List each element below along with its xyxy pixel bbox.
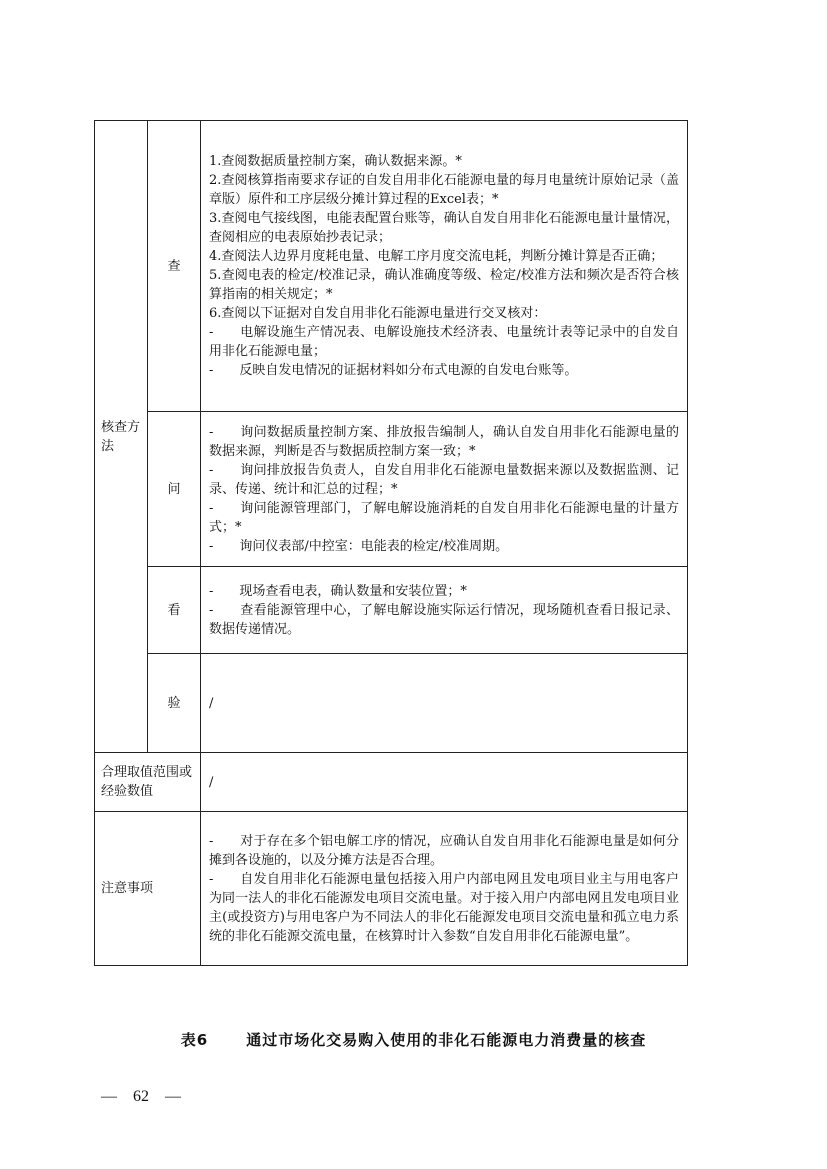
section-label: 核查方法: [95, 121, 148, 753]
ask-label: 问: [148, 412, 201, 567]
table-caption: [0, 1029, 827, 1050]
range-label: 合理取值范围或经验数值: [95, 753, 201, 812]
check-line: 1.查阅数据质量控制方案，确认数据来源。*: [209, 154, 462, 169]
check-label: 查: [148, 121, 201, 412]
range-value: /: [201, 753, 688, 812]
row-notes: [95, 812, 688, 966]
check-line: - 反映自发电情况的证据材料如分布式电源的自发电台账等。: [209, 363, 578, 378]
caption-number: 表6: [180, 1031, 209, 1049]
check-line: 4.查阅法人边界月度耗电量、电解工序月度交流电耗，判断分摊计算是否正确；: [209, 249, 664, 264]
look-line: - 现场查看电表，确认数量和安装位置；*: [209, 583, 467, 599]
verify-value: /: [201, 654, 688, 753]
notes-label: 注意事项: [95, 812, 201, 966]
verification-table: [94, 120, 688, 966]
check-line: 5.查阅电表的检定/校准记录，确认准确度等级、检定/校准方法和频次是否符合核算指南的相关规定；*: [209, 268, 679, 302]
check-line: 3.查阅电气接线图，电能表配置台账等，确认自发自用非化石能源电量计量情况，查阅相应的电表原始抄表记录；: [209, 211, 679, 245]
row-ask: [95, 412, 688, 567]
row-check: [95, 121, 688, 412]
look-line: - 查看能源管理中心，了解电解设施实际运行情况，现场随机查看日报记录、数据传递情况。: [209, 602, 679, 637]
verify-label: 验: [148, 654, 201, 753]
check-line: 6.查阅以下证据对自发自用非化石能源电量进行交叉核对：: [209, 306, 547, 321]
check-line: - 电解设施生产情况表、电解设施技术经济表、电量统计表等记录中的自发自用非化石能源电量；: [209, 325, 679, 359]
row-look: [95, 567, 688, 654]
look-content: [201, 567, 688, 654]
ask-line: - 询问仪表部/中控室：电能表的检定/校准周期。: [209, 538, 509, 554]
notes-line: - 自发自用非化石能源电量包括接入用户内部电网且发电项目业主与用电客户为同一法人的非化石能源发电项目交流电量。对于接入用户内部电网且发电项目业主(或投资方)与用电客户为不同法人的非化石能源发电项目交流电量和孤立电力系统的非化石能源交流电量，在核算时计入参数“自发自用非化石能源电量”。: [209, 871, 679, 944]
ask-line: - 询问能源管理部门，了解电解设施消耗的自发自用非化石能源电量的计量方式；*: [209, 500, 679, 535]
ask-line: - 询问排放报告负责人，自发自用非化石能源电量数据来源以及数据监测、记录、传递、统计和汇总的过程；*: [209, 462, 679, 497]
notes-line: - 对于存在多个铝电解工序的情况，应确认自发自用非化石能源电量是如何分摊到各设施的，以及分摊方法是否合理。: [209, 833, 679, 868]
notes-content: [201, 812, 688, 966]
check-line: 2.查阅核算指南要求存证的自发自用非化石能源电量的每月电量统计原始记录（盖章版）原件和工序层级分摊计算过程的Excel表；*: [209, 173, 679, 207]
caption-title: 通过市场化交易购入使用的非化石能源电力消费量的核查: [246, 1031, 647, 1049]
row-verify: [95, 654, 688, 753]
look-label: 看: [148, 567, 201, 654]
ask-line: - 询问数据质量控制方案、排放报告编制人，确认自发自用非化石能源电量的数据来源，判断是否与数据质控制方案一致；*: [209, 424, 679, 459]
check-content: [201, 121, 688, 412]
ask-content: [201, 412, 688, 567]
page-number: — 62 —: [101, 1088, 182, 1105]
row-range: [95, 753, 688, 812]
